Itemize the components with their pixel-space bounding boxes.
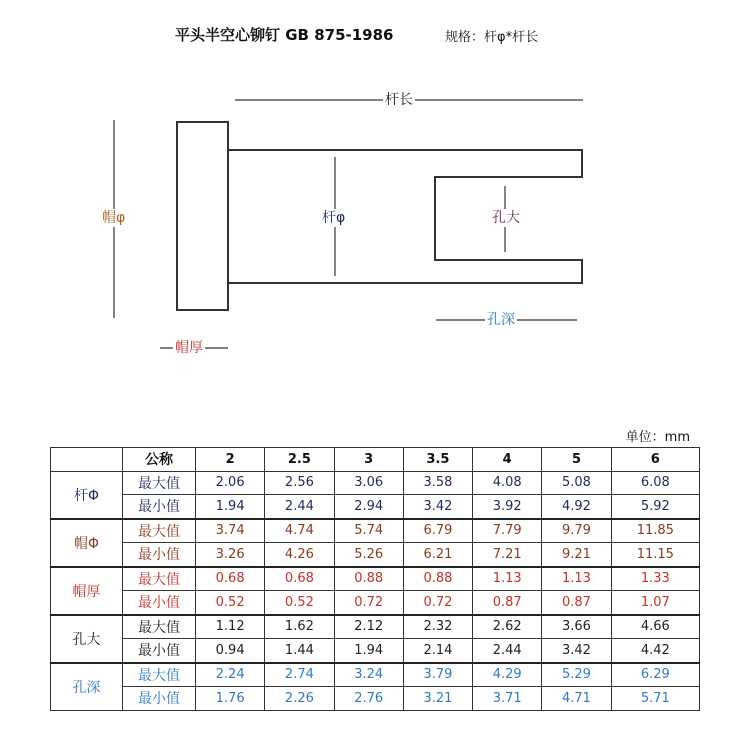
value-cell: 1.94 — [334, 639, 403, 663]
row-label: 最大值 — [123, 471, 196, 495]
value-cell: 5.74 — [334, 519, 403, 543]
value-cell: 3.06 — [334, 471, 403, 495]
value-cell: 3.24 — [334, 663, 403, 687]
group-label: 帽厚 — [51, 567, 123, 615]
header-label: 公称 — [123, 448, 196, 472]
value-cell: 2.24 — [196, 663, 265, 687]
dimension-table — [50, 447, 700, 711]
row-label: 最大值 — [123, 615, 196, 639]
row-label: 最小值 — [123, 687, 196, 711]
value-cell: 0.52 — [265, 591, 334, 615]
hole-diameter-label: 孔大 — [492, 210, 520, 226]
table-row — [51, 471, 700, 495]
value-cell: 2.14 — [403, 639, 472, 663]
table-row — [51, 615, 700, 639]
value-cell: 2.32 — [403, 615, 472, 639]
row-label: 最小值 — [123, 495, 196, 519]
value-cell: 1.62 — [265, 615, 334, 639]
table-row — [51, 591, 700, 615]
value-cell: 11.15 — [611, 543, 699, 567]
value-cell: 5.92 — [611, 495, 699, 519]
value-cell: 3.66 — [542, 615, 611, 639]
value-cell: 4.71 — [542, 687, 611, 711]
size-header: 6 — [611, 448, 699, 472]
value-cell: 5.71 — [611, 687, 699, 711]
size-header: 3.5 — [403, 448, 472, 472]
table-row — [51, 495, 700, 519]
rivet-shank-outline — [228, 150, 582, 283]
page-title: 平头半空心铆钉 GB 875-1986 — [175, 26, 394, 44]
value-cell: 2.62 — [473, 615, 542, 639]
value-cell: 4.92 — [542, 495, 611, 519]
row-label: 最小值 — [123, 591, 196, 615]
value-cell: 7.79 — [473, 519, 542, 543]
value-cell: 1.44 — [265, 639, 334, 663]
value-cell: 2.76 — [334, 687, 403, 711]
value-cell: 4.66 — [611, 615, 699, 639]
value-cell: 9.79 — [542, 519, 611, 543]
value-cell: 3.92 — [473, 495, 542, 519]
group-label: 杆Φ — [51, 471, 123, 519]
value-cell: 6.29 — [611, 663, 699, 687]
value-cell: 0.88 — [403, 567, 472, 591]
value-cell: 4.26 — [265, 543, 334, 567]
table-row — [51, 519, 700, 543]
value-cell: 6.21 — [403, 543, 472, 567]
head-diameter-label: 帽φ — [102, 210, 126, 226]
value-cell: 2.26 — [265, 687, 334, 711]
value-cell: 0.52 — [196, 591, 265, 615]
shank-diameter-label: 杆φ — [322, 210, 346, 226]
table-header-row — [51, 448, 700, 472]
value-cell: 2.94 — [334, 495, 403, 519]
value-cell: 1.13 — [473, 567, 542, 591]
value-cell: 11.85 — [611, 519, 699, 543]
group-label: 帽Φ — [51, 519, 123, 567]
value-cell: 2.12 — [334, 615, 403, 639]
shank-length-label: 杆长 — [385, 92, 413, 108]
head-thickness-label: 帽厚 — [175, 340, 203, 356]
value-cell: 3.26 — [196, 543, 265, 567]
value-cell: 0.72 — [403, 591, 472, 615]
value-cell: 3.79 — [403, 663, 472, 687]
value-cell: 0.68 — [265, 567, 334, 591]
value-cell: 6.08 — [611, 471, 699, 495]
size-header: 2 — [196, 448, 265, 472]
value-cell: 6.79 — [403, 519, 472, 543]
value-cell: 3.42 — [542, 639, 611, 663]
value-cell: 1.12 — [196, 615, 265, 639]
value-cell: 0.88 — [334, 567, 403, 591]
value-cell: 7.21 — [473, 543, 542, 567]
value-cell: 1.07 — [611, 591, 699, 615]
value-cell: 3.58 — [403, 471, 472, 495]
row-label: 最大值 — [123, 567, 196, 591]
table-row — [51, 543, 700, 567]
value-cell: 3.71 — [473, 687, 542, 711]
rivet-head-outline — [177, 122, 228, 310]
value-cell: 4.42 — [611, 639, 699, 663]
group-label: 孔大 — [51, 615, 123, 663]
value-cell: 2.44 — [265, 495, 334, 519]
value-cell: 2.56 — [265, 471, 334, 495]
spec-label: 规格：杆φ*杆长 — [445, 30, 539, 45]
row-label: 最小值 — [123, 543, 196, 567]
size-header: 3 — [334, 448, 403, 472]
value-cell: 4.08 — [473, 471, 542, 495]
value-cell: 0.68 — [196, 567, 265, 591]
table-row — [51, 567, 700, 591]
row-label: 最小值 — [123, 639, 196, 663]
table-row — [51, 687, 700, 711]
size-header: 5 — [542, 448, 611, 472]
value-cell: 3.42 — [403, 495, 472, 519]
value-cell: 9.21 — [542, 543, 611, 567]
value-cell: 1.33 — [611, 567, 699, 591]
value-cell: 3.74 — [196, 519, 265, 543]
value-cell: 0.72 — [334, 591, 403, 615]
value-cell: 2.44 — [473, 639, 542, 663]
size-header: 4 — [473, 448, 542, 472]
hole-depth-label: 孔深 — [487, 312, 515, 328]
value-cell: 1.13 — [542, 567, 611, 591]
row-label: 最大值 — [123, 519, 196, 543]
group-label: 孔深 — [51, 663, 123, 711]
value-cell: 0.87 — [473, 591, 542, 615]
value-cell: 4.74 — [265, 519, 334, 543]
value-cell: 1.94 — [196, 495, 265, 519]
value-cell: 2.74 — [265, 663, 334, 687]
row-label: 最大值 — [123, 663, 196, 687]
value-cell: 0.87 — [542, 591, 611, 615]
value-cell: 3.21 — [403, 687, 472, 711]
value-cell: 4.29 — [473, 663, 542, 687]
value-cell: 5.29 — [542, 663, 611, 687]
value-cell: 2.06 — [196, 471, 265, 495]
table-row — [51, 639, 700, 663]
value-cell: 0.94 — [196, 639, 265, 663]
empty-header-cell — [51, 448, 123, 472]
table-row — [51, 663, 700, 687]
value-cell: 5.08 — [542, 471, 611, 495]
size-header: 2.5 — [265, 448, 334, 472]
unit-label: 单位：mm — [625, 430, 690, 445]
value-cell: 5.26 — [334, 543, 403, 567]
value-cell: 1.76 — [196, 687, 265, 711]
